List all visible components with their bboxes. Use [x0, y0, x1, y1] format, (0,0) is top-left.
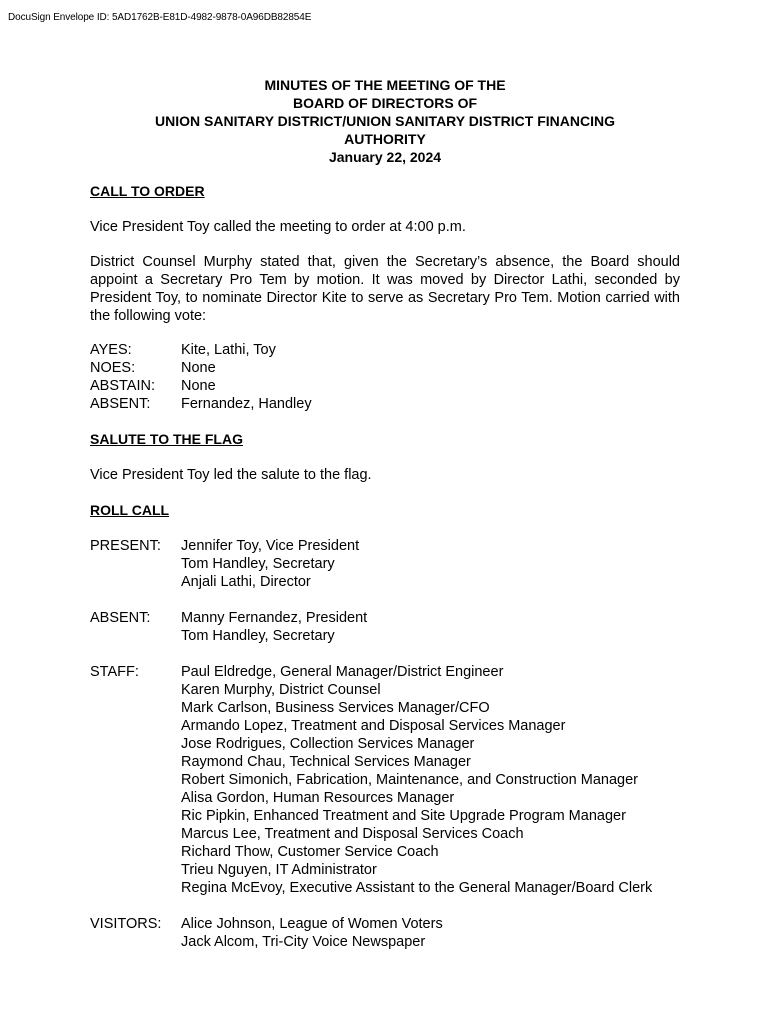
title-line-1: MINUTES OF THE MEETING OF THE: [264, 77, 506, 93]
present-list: [181, 537, 680, 591]
absent-section: [90, 609, 680, 645]
staff-label: STAFF:: [90, 664, 139, 680]
list-item: Armando Lopez, Treatment and Disposal Services Manager: [181, 718, 566, 734]
call-to-order-paragraph: Vice President Toy called the meeting to order at 4:00 p.m.: [90, 219, 466, 235]
minutes-body: [90, 182, 680, 951]
salute-paragraph: Vice President Toy led the salute to the flag.: [90, 467, 372, 483]
vote-row-ayes: [90, 341, 680, 359]
list-item: Ric Pipkin, Enhanced Treatment and Site Upgrade Program Manager: [181, 808, 626, 824]
vote-label: NOES:: [90, 360, 136, 376]
document-title: [90, 76, 680, 166]
secretary-pro-tem-paragraph: District Counsel Murphy stated that, given the Secretary’s absence, the Board should appoint a Secretary Pro Tem by motion. It was moved by Director Lathi, seconded by President Toy, to nominate Director Kite to serve as Secretary Pro Tem. Motion carried with the following vote:: [90, 254, 680, 324]
vote-value: Kite, Lathi, Toy: [181, 342, 276, 358]
vote-label: AYES:: [90, 342, 132, 358]
docusign-envelope-id: DocuSign Envelope ID: 5AD1762B-E81D-4982-9878-0A96DB82854E: [8, 12, 312, 23]
title-line-4: AUTHORITY: [344, 131, 426, 147]
vote-table: [90, 341, 680, 413]
vote-value: None: [181, 360, 216, 376]
title-line-2: BOARD OF DIRECTORS OF: [292, 95, 478, 111]
list-item: Regina McEvoy, Executive Assistant to the General Manager/Board Clerk: [181, 880, 653, 896]
absent-label: ABSENT:: [90, 610, 151, 626]
list-item: Marcus Lee, Treatment and Disposal Services Coach: [181, 826, 524, 842]
vote-row-abstain: [90, 377, 680, 395]
staff-list: [181, 663, 680, 897]
salute-heading: SALUTE TO THE FLAG: [90, 431, 243, 447]
list-item: Jennifer Toy, Vice President: [181, 538, 360, 554]
vote-row-noes: [90, 359, 680, 377]
vote-label: ABSTAIN:: [90, 378, 155, 394]
list-item: Trieu Nguyen, IT Administrator: [181, 862, 377, 878]
meeting-date: January 22, 2024: [328, 149, 442, 165]
call-to-order-heading: CALL TO ORDER: [90, 183, 205, 199]
list-item: Mark Carlson, Business Services Manager/CFO: [181, 700, 490, 716]
list-item: Anjali Lathi, Director: [181, 574, 311, 590]
roll-call-heading: ROLL CALL: [90, 502, 170, 518]
vote-label: ABSENT:: [90, 396, 151, 412]
present-label: PRESENT:: [90, 538, 161, 554]
list-item: Manny Fernandez, President: [181, 610, 368, 626]
present-section: [90, 537, 680, 591]
list-item: Richard Thow, Customer Service Coach: [181, 844, 439, 860]
list-item: Jack Alcom, Tri-City Voice Newspaper: [181, 934, 426, 950]
list-item: Robert Simonich, Fabrication, Maintenance, and Construction Manager: [181, 772, 638, 788]
list-item: Paul Eldredge, General Manager/District Engineer: [181, 664, 504, 680]
list-item: Jose Rodrigues, Collection Services Manager: [181, 736, 475, 752]
list-item: Alisa Gordon, Human Resources Manager: [181, 790, 455, 806]
list-item: Karen Murphy, District Counsel: [181, 682, 381, 698]
absent-list: [181, 609, 680, 645]
vote-value: None: [181, 378, 216, 394]
list-item: Tom Handley, Secretary: [181, 628, 335, 644]
list-item: Tom Handley, Secretary: [181, 556, 335, 572]
vote-row-absent: [90, 395, 680, 413]
vote-value: Fernandez, Handley: [181, 396, 312, 412]
visitors-section: [90, 915, 680, 951]
visitors-list: [181, 915, 680, 951]
list-item: Alice Johnson, League of Women Voters: [181, 916, 443, 932]
visitors-label: VISITORS:: [90, 916, 162, 932]
staff-section: [90, 663, 680, 897]
title-line-3: UNION SANITARY DISTRICT/UNION SANITARY DISTRICT FINANCING: [155, 113, 615, 129]
list-item: Raymond Chau, Technical Services Manager: [181, 754, 471, 770]
